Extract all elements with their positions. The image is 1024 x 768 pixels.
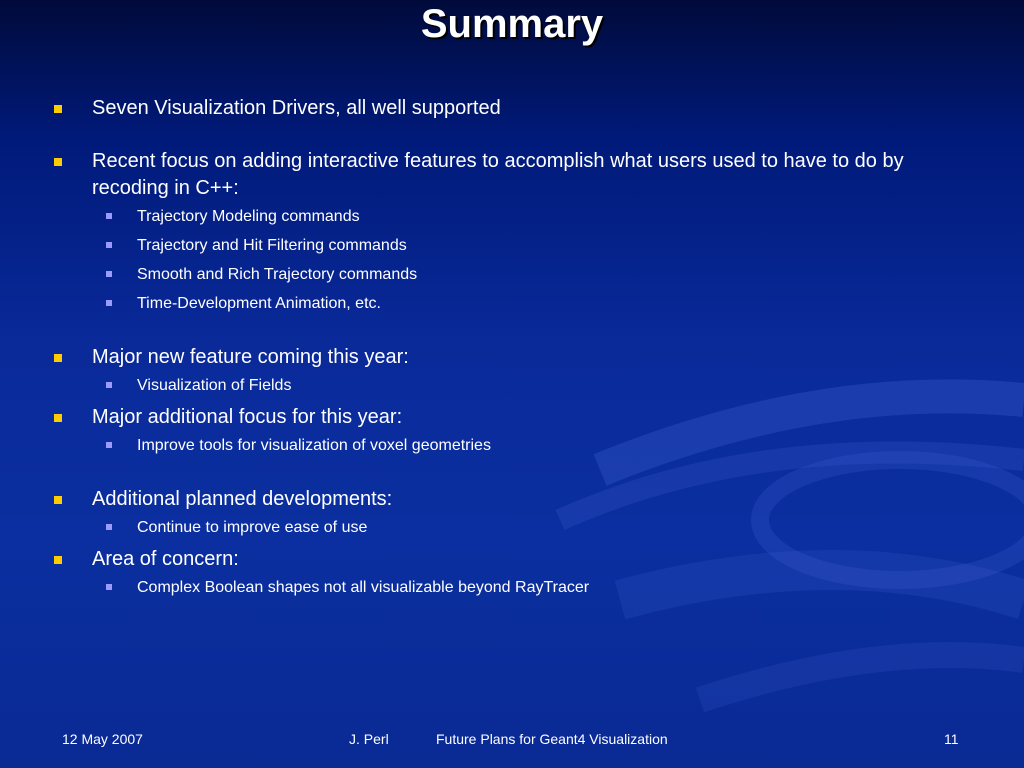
sub-bullet-text: Visualization of Fields: [137, 377, 292, 394]
bullet-list: [54, 95, 974, 602]
square-bullet-icon: [106, 213, 112, 219]
bullet-text: Seven Visualization Drivers, all well supported: [92, 97, 501, 119]
sub-bullet-text: Trajectory and Hit Filtering commands: [137, 237, 407, 254]
square-bullet-icon: [106, 242, 112, 248]
bullet-item: [54, 95, 974, 122]
sub-bullet-item: [54, 289, 974, 318]
footer-author: J. Perl: [349, 731, 389, 747]
square-bullet-icon: [106, 382, 112, 388]
bullet-item: [54, 344, 974, 371]
bullet-text: Recent focus on adding interactive features to accomplish what users used to have to do by recoding in C++:: [92, 150, 904, 199]
footer-date: 12 May 2007: [62, 731, 143, 747]
bullet-text: Additional planned developments:: [92, 488, 393, 510]
square-bullet-icon: [54, 496, 62, 504]
sub-bullet-text: Complex Boolean shapes not all visualizable beyond RayTracer: [137, 579, 590, 596]
sub-bullet-item: [54, 573, 974, 602]
bullet-item: [54, 148, 974, 202]
bullet-text: Area of concern:: [92, 548, 239, 570]
bullet-item: [54, 486, 974, 513]
square-bullet-icon: [106, 442, 112, 448]
sub-bullet-item: [54, 231, 974, 260]
square-bullet-icon: [106, 524, 112, 530]
square-bullet-icon: [106, 300, 112, 306]
sub-bullet-text: Smooth and Rich Trajectory commands: [137, 266, 418, 283]
sub-bullet-text: Improve tools for visualization of voxel geometries: [137, 437, 491, 454]
footer-presentation-title: Future Plans for Geant4 Visualization: [436, 731, 668, 747]
bullet-text: Major additional focus for this year:: [92, 406, 403, 428]
square-bullet-icon: [54, 556, 62, 564]
square-bullet-icon: [54, 158, 62, 166]
sub-bullet-text: Continue to improve ease of use: [137, 519, 368, 536]
sub-bullet-text: Time-Development Animation, etc.: [137, 295, 381, 312]
square-bullet-icon: [106, 271, 112, 277]
square-bullet-icon: [54, 105, 62, 113]
sub-bullet-item: [54, 260, 974, 289]
square-bullet-icon: [106, 584, 112, 590]
bullet-item: [54, 404, 974, 431]
sub-bullet-text: Trajectory Modeling commands: [137, 208, 360, 225]
bullet-item: [54, 546, 974, 573]
sub-bullet-item: [54, 431, 974, 460]
sub-bullet-item: [54, 371, 974, 400]
slide-title: Summary: [420, 2, 604, 46]
sub-bullet-item: [54, 513, 974, 542]
square-bullet-icon: [54, 414, 62, 422]
square-bullet-icon: [54, 354, 62, 362]
footer-page-number: 11: [944, 731, 959, 747]
bullet-text: Major new feature coming this year:: [92, 346, 409, 368]
sub-bullet-item: [54, 202, 974, 231]
